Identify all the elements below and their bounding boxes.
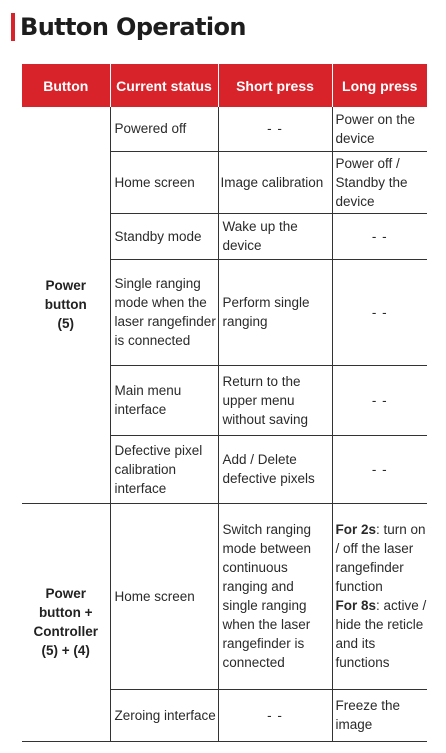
button-name-line: (5) + (4): [41, 643, 90, 658]
status-cell: Main menu interface: [110, 365, 218, 435]
long-press-action-8s: : active / hide the reticle and its functions: [335, 598, 427, 670]
status-cell: Single ranging mode when the laser rangefinder is connected: [110, 259, 218, 365]
header-current-status: Current status: [110, 64, 218, 107]
short-press-cell: Add / Delete defective pixels: [218, 435, 332, 503]
table-row: [22, 107, 427, 151]
short-press-cell: - -: [218, 689, 332, 741]
status-cell: Zeroing interface: [110, 689, 218, 741]
long-press-duration-8s: For 8s: [335, 598, 377, 613]
button-operation-table: [22, 64, 427, 742]
button-name-line: button: [44, 297, 87, 313]
header-button: Button: [22, 64, 110, 107]
button-name-line: Power: [45, 278, 86, 294]
page-title: [11, 10, 246, 44]
short-press-cell: Wake up the device: [218, 213, 332, 259]
button-cell-power: [22, 107, 110, 503]
long-press-cell: - -: [332, 213, 427, 259]
status-cell: Home screen: [110, 151, 218, 213]
title-accent-bar: [11, 13, 15, 41]
short-press-cell: Return to the upper menu without saving: [218, 365, 332, 435]
button-name-line: Controller: [33, 624, 98, 639]
long-press-cell: - -: [332, 259, 427, 365]
button-cell-power-controller: [22, 503, 110, 741]
short-press-cell: - -: [218, 107, 332, 151]
long-press-duration-2s: For 2s: [335, 522, 377, 537]
status-cell: Defective pixel calibration interface: [110, 435, 218, 503]
title-text: Button Operation: [20, 13, 246, 41]
long-press-cell: Power off / Standby the device: [332, 151, 427, 213]
table-row: [22, 503, 427, 689]
status-cell: Home screen: [110, 503, 218, 689]
short-press-cell: Image calibration: [218, 151, 332, 213]
long-press-cell: Power on the device: [332, 107, 427, 151]
long-press-cell: - -: [332, 435, 427, 503]
button-name-line: (5): [57, 316, 74, 332]
long-press-cell: Freeze the image: [332, 689, 427, 741]
long-press-action-2s: : turn on / off the laser rangefinder function: [335, 522, 426, 594]
long-press-cell: - -: [332, 365, 427, 435]
button-name-line: button +: [38, 605, 93, 620]
long-press-cell: [332, 503, 427, 689]
status-cell: Standby mode: [110, 213, 218, 259]
header-short-press: Short press: [218, 64, 332, 107]
button-name-line: Power: [45, 586, 86, 601]
status-cell: Powered off: [110, 107, 218, 151]
header-long-press: Long press: [332, 64, 427, 107]
short-press-cell: Switch ranging mode between continuous ranging and single ranging when the laser rangefinder is connected: [218, 503, 332, 689]
short-press-cell: Perform single ranging: [218, 259, 332, 365]
header-row: [22, 64, 427, 107]
